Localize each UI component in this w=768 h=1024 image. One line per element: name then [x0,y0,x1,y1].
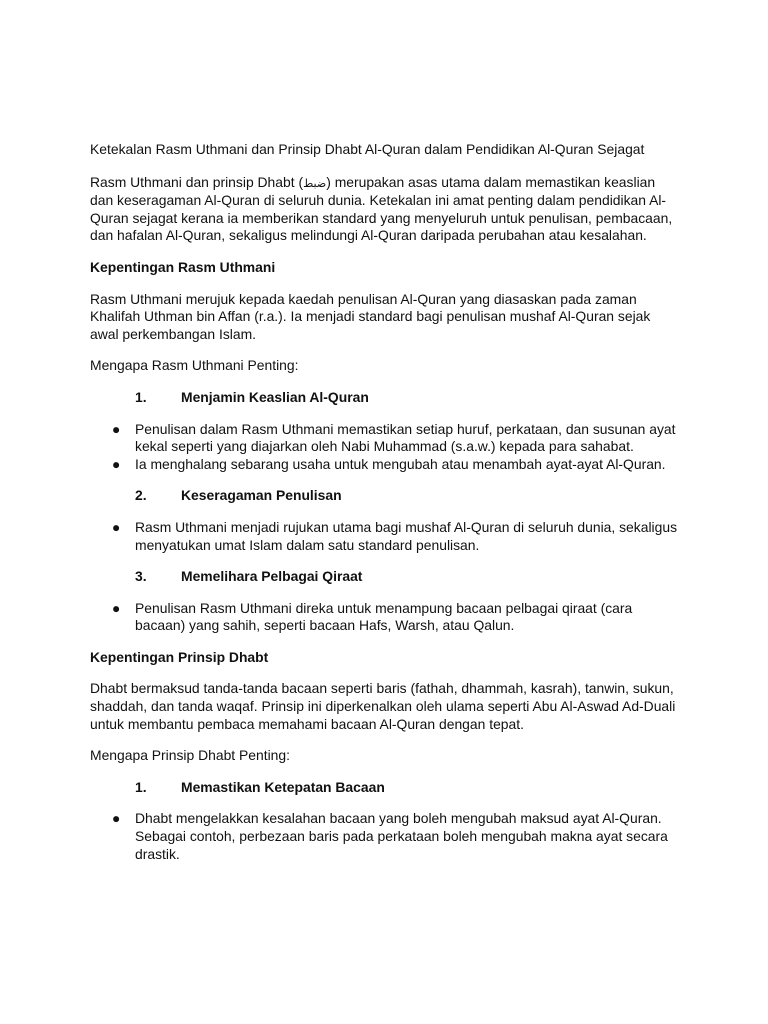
dhabt-point-heading [135,779,682,797]
intro-text-before: Rasm Uthmani dan prinsip Dhabt ( [90,173,304,190]
point-title: Menjamin Keaslian Al-Quran [181,388,369,405]
bullet-list [90,519,682,554]
bullet-text: Dhabt mengelakkan kesalahan bacaan yang boleh mengubah maksud ayat Al-Quran. Sebagai contoh, perbezaan baris pada perkataan boleh mengubah makna ayat secara drastik. [135,810,668,862]
bullet-list [90,810,682,863]
bullet-dot-icon: ● [112,455,121,472]
rasm-point-heading [135,568,682,586]
dhabt-definition: Dhabt bermaksud tanda-tanda bacaan seperti baris (fathah, dhammah, kasrah), tanwin, sukun, shaddah, dan tanda waqaf. Prinsip ini diperkenalkan oleh ulama seperti Abu Al-Aswad Ad-Duali untuk membantu pembaca memahami bacaan Al-Quran dengan tepat. [90,680,676,732]
bullet-dot-icon: ● [112,599,121,616]
bullet-item [90,421,682,456]
bullet-item [90,519,682,554]
bullet-item [90,810,682,863]
dhabt-heading: Kepentingan Prinsip Dhabt [90,648,269,665]
bullet-item [90,600,682,635]
point-title: Memastikan Ketepatan Bacaan [181,778,385,795]
rasm-point-heading [135,389,682,407]
intro-text-after: ) merupakan asas utama dalam memastikan keaslian dan keseragaman Al-Quran di seluruh dunia. Ketekalan ini amat penting dalam pendidikan Al-Quran sejagat kerana ia memberikan standard yang menyeluruh untuk penulisan, pembacaan, dan hafalan Al-Quran, sekaligus melindungi Al-Quran daripada perubahan atau kesalahan. [90,173,673,244]
bullet-text: Rasm Uthmani menjadi rujukan utama bagi mushaf Al-Quran di seluruh dunia, sekaligus menyatukan umat Islam dalam satu standard penulisan. [135,518,678,553]
bullet-text: Penulisan Rasm Uthmani direka untuk menampung bacaan pelbagai qiraat (cara bacaan) yang sahih, seperti bacaan Hafs, Warsh, atau Qalun. [135,599,633,634]
point-number: 3. [135,568,147,585]
bullet-list [90,600,682,635]
bullet-list [90,421,682,474]
rasm-why-label: Mengapa Rasm Uthmani Penting: [90,357,299,374]
bullet-text: Ia menghalang sebarang usaha untuk mengubah atau menambah ayat-ayat Al-Quran. [135,455,666,472]
point-number: 2. [135,487,147,504]
bullet-dot-icon: ● [112,810,121,827]
point-number: 1. [135,778,147,795]
dhabt-arabic-word: ضبط [303,176,327,190]
intro-paragraph [90,174,682,245]
bullet-dot-icon: ● [112,420,121,437]
bullet-dot-icon: ● [112,518,121,535]
bullet-text: Penulisan dalam Rasm Uthmani memastikan setiap huruf, perkataan, dan susunan ayat kekal seperti yang diajarkan oleh Nabi Muhammad (s.a.w.) kepada para sahabat. [135,420,676,455]
rasm-heading: Kepentingan Rasm Uthmani [90,258,276,275]
rasm-point-heading [135,487,682,505]
rasm-definition: Rasm Uthmani merujuk kepada kaedah penulisan Al-Quran yang diasaskan pada zaman Khalifah Uthman bin Affan (r.a.). Ia menjadi standard bagi penulisan mushaf Al-Quran sejak awal perkembangan Islam. [90,290,651,342]
point-title: Memelihara Pelbagai Qiraat [181,568,363,585]
bullet-item [90,456,682,474]
dhabt-why-label: Mengapa Prinsip Dhabt Penting: [90,747,290,764]
point-number: 1. [135,388,147,405]
point-title: Keseragaman Penulisan [181,487,342,504]
document-title: Ketekalan Rasm Uthmani dan Prinsip Dhabt Al-Quran dalam Pendidikan Al-Quran Sejagat [90,141,645,157]
